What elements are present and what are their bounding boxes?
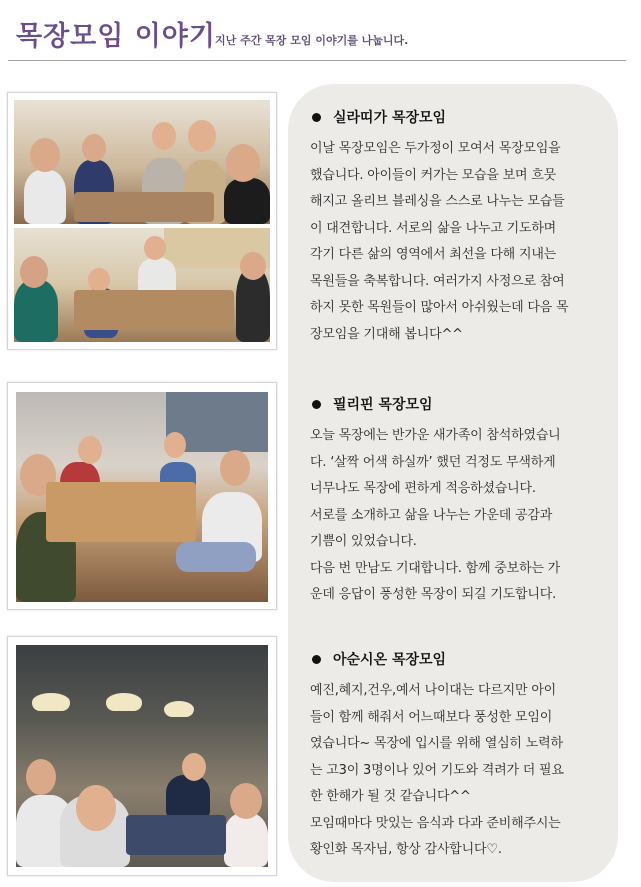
bullet-icon bbox=[312, 113, 321, 122]
section-heading bbox=[310, 649, 602, 669]
section-body: 이날 목장모임은 두가정이 모여서 목장모임을 했습니다. 아이들이 커가는 모습을 보며 흐뭇 해지고 올리브 블레싱을 스스로 나누는 모습들 이 대견합니다. 서로의 삶을 나누고 기도하며 각기 다른 삶의 영역에서 최선을 다해 지내는 목원들을 축복합니다. 여러가지 사정으로 참여 하지 못한 목원들이 많아서 아쉬웠는데 다음 목 장모임을 기대해 봅니다^^ bbox=[310, 141, 569, 342]
page-header bbox=[0, 0, 641, 62]
page-title: 목장모임 이야기 bbox=[16, 21, 216, 52]
section-body: 예진,혜지,건우,예서 나이대는 다르지만 아이 들이 함께 해줘서 어느때보다 풍성한 모임이 였습니다~ 목장에 입시를 위해 열심히 노력하 는 고3이 3명이나 있어 기도와 격려가 더 필요 한 한해가 될 것 같습니다^^ 모임때마다 맛있는 음식과 다과 준비해주시는 황인화 목자님, 항상 감사합니다♡. bbox=[310, 683, 564, 857]
section-heading bbox=[310, 107, 602, 127]
story-section-1 bbox=[310, 107, 602, 348]
header-divider bbox=[8, 60, 626, 61]
bullet-icon bbox=[312, 655, 321, 664]
story-section-2 bbox=[310, 394, 602, 609]
group-photo-1a bbox=[14, 100, 270, 224]
section-heading-label: 필리핀 목장모임 bbox=[333, 397, 433, 413]
section-heading-label: 아순시온 목장모임 bbox=[333, 652, 447, 668]
photo-frame-2 bbox=[7, 382, 277, 610]
group-photo-2 bbox=[16, 392, 268, 602]
section-heading-label: 실라띠가 목장모임 bbox=[333, 110, 447, 126]
story-section-3 bbox=[310, 649, 602, 864]
bullet-icon bbox=[312, 400, 321, 409]
photo-frame-1 bbox=[7, 92, 277, 350]
section-body: 오늘 목장에는 반가운 새가족이 참석하였습니 다. ‘살짝 어색 하실까’ 했던 걱정도 무색하게 너무나도 목장에 편하게 적응하셨습니다. 서로를 소개하고 삶을 나누는 가운데 공감과 기쁨이 있었습니다. 다음 번 만남도 기대합니다. 함께 중보하는 가 운데 응답이 풍성한 목장이 되길 기도합니다. bbox=[310, 428, 561, 602]
group-photo-3 bbox=[16, 645, 268, 867]
group-photo-1b bbox=[14, 228, 270, 342]
photo-frame-3 bbox=[7, 636, 277, 876]
page-subtitle: 지난 주간 목장 모임 이야기를 나눕니다. bbox=[215, 34, 409, 47]
section-heading bbox=[310, 394, 602, 414]
